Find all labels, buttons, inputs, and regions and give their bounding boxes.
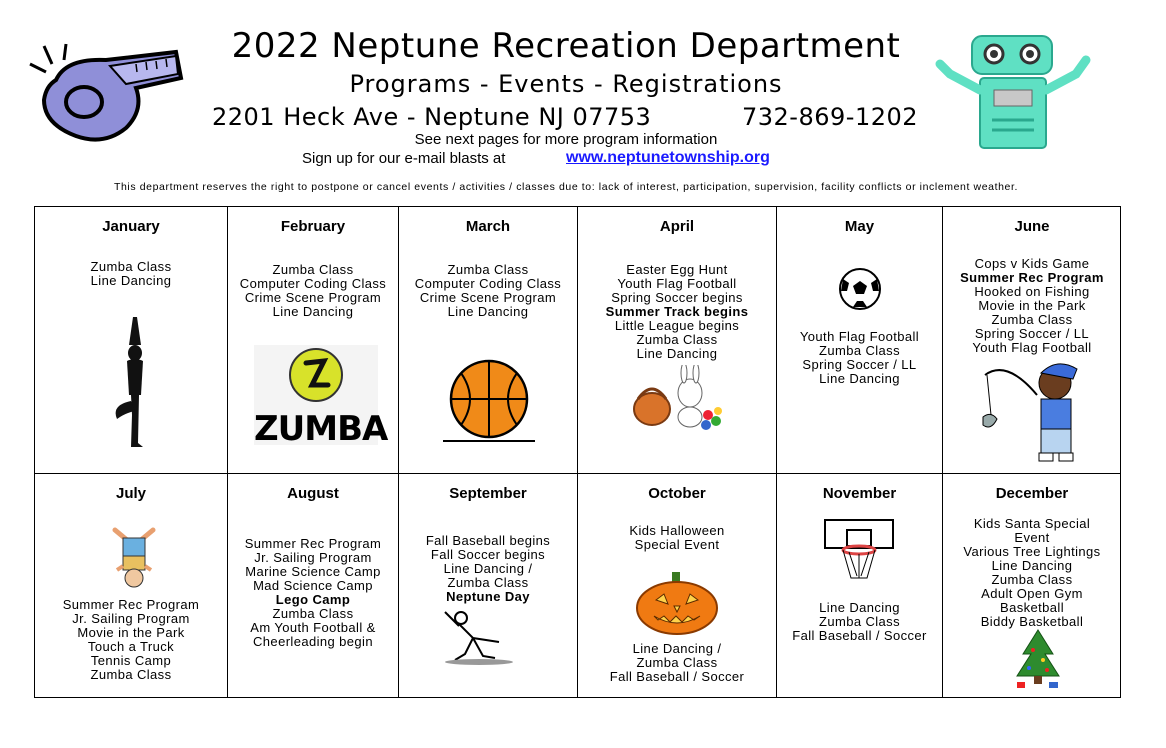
month-items-secondary: Line Dancing / Zumba Class Fall Baseball / Soccer (609, 641, 745, 684)
month-cell-august (228, 474, 399, 697)
month-name: December (995, 485, 1069, 502)
month-cell-september (399, 474, 578, 697)
month-cell-october (578, 474, 777, 697)
month-items: Zumba Class Computer Coding Class Crime Scene Program Line Dancing (239, 262, 387, 319)
month-items: Cops v Kids Game Summer Rec Program Hooked on Fishing Movie in the Park Zumba Class Spring Soccer / LL Youth Flag Football (960, 256, 1104, 355)
month-name: April (659, 218, 695, 235)
month-name: February (280, 218, 346, 235)
month-items: Fall Baseball begins Fall Soccer begins Line Dancing / Zumba Class Neptune Day (425, 533, 551, 604)
month-name: June (1014, 218, 1050, 235)
yoga-figure-icon (105, 315, 165, 447)
month-cell-april (578, 207, 777, 474)
month-name: November (822, 485, 897, 502)
month-cell-november (777, 474, 943, 697)
month-cell-february (228, 207, 399, 474)
zumba-figure-icon (254, 345, 378, 405)
phone-number: 732-869-1202 (742, 103, 919, 131)
month-cell-january (35, 207, 228, 474)
month-name: March (465, 218, 511, 235)
basketball-icon (439, 359, 539, 443)
baseball-player-icon (439, 608, 519, 666)
disclaimer: This department reserves the right to postpone or cancel events / activities / classes due to: lack of interest, participation, supervision, facility conflicts or inclement weather. (113, 181, 1019, 193)
month-cell-december (943, 474, 1121, 697)
month-items: Summer Rec Program Jr. Sailing Program Marine Science Camp Mad Science Camp Lego Camp Zumba Class Am Youth Football & Cheerleading begin (244, 536, 382, 649)
handstand-kid-icon (109, 526, 159, 588)
month-items: Youth Flag Football Zumba Class Spring Soccer / LL Line Dancing (799, 329, 920, 386)
month-items: Line Dancing Zumba Class Fall Baseball / Soccer (792, 600, 927, 643)
month-name: January (102, 218, 160, 235)
christmas-tree-icon (1015, 628, 1061, 690)
zumba-logo (254, 345, 388, 449)
month-name: September (449, 485, 527, 502)
month-cell-june (943, 207, 1121, 474)
month-name: October (648, 485, 706, 502)
month-items: Zumba Class Line Dancing (90, 259, 172, 288)
zumba-wordmark: ZUMBA (254, 409, 388, 449)
easter-bunny-icon (628, 365, 728, 431)
month-name: July (115, 485, 146, 502)
month-cell-july (35, 474, 228, 697)
website-link[interactable]: www.neptunetownship.org (566, 149, 770, 166)
month-cell-may (777, 207, 943, 474)
calendar-grid (34, 206, 1121, 698)
month-name: May (844, 218, 875, 235)
soccer-ball-icon (835, 267, 885, 311)
month-items: Easter Egg Hunt Youth Flag Football Spring Soccer begins Summer Track begins Little League begins Zumba Class Line Dancing (605, 262, 749, 361)
month-items: Kids Halloween Special Event (629, 523, 725, 552)
jack-o-lantern-icon (634, 570, 720, 636)
info-note: See next pages for more program information (414, 131, 718, 148)
month-cell-march (399, 207, 578, 474)
page-title: 2022 Neptune Recreation Department (231, 26, 901, 66)
basketball-hoop-icon (821, 516, 897, 586)
month-items: Summer Rec Program Jr. Sailing Program Movie in the Park Touch a Truck Tennis Camp Zumba Class (62, 597, 200, 682)
month-items: Zumba Class Computer Coding Class Crime Scene Program Line Dancing (414, 262, 562, 319)
fishing-kid-icon (977, 355, 1087, 465)
signup-text: Sign up for our e-mail blasts at (302, 150, 506, 167)
address: 2201 Heck Ave - Neptune NJ 07753 (212, 103, 652, 131)
month-items: Kids Santa Special Event Various Tree Lightings Line Dancing Zumba Class Adult Open Gym Basketball Biddy Basketball (963, 516, 1101, 629)
month-name: August (287, 485, 339, 502)
page-subtitle: Programs - Events - Registrations (349, 70, 783, 98)
